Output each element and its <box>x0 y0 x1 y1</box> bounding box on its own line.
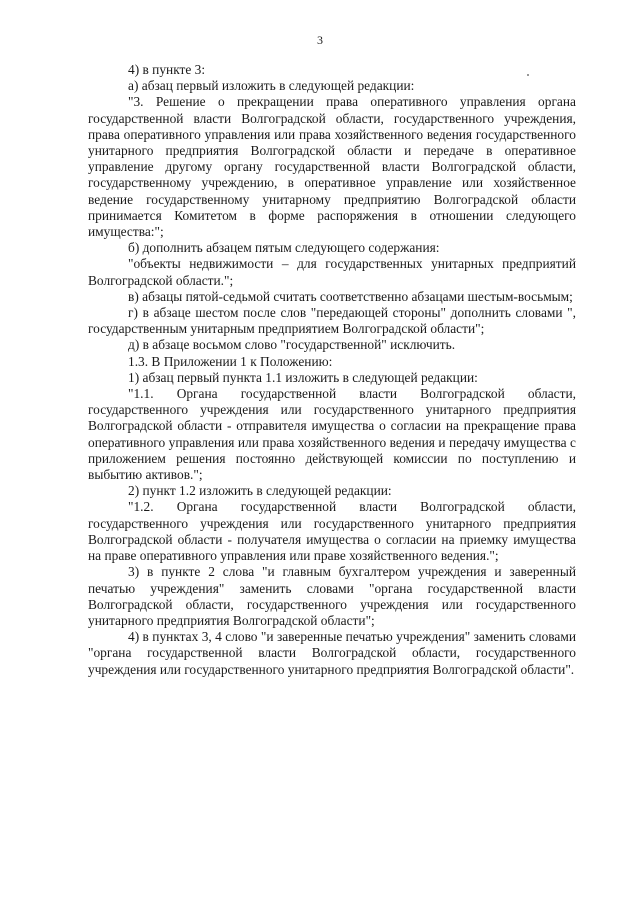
paragraph: 4) в пункте 3: <box>128 62 206 77</box>
paragraph: "объекты недвижимости – для государственных унитарных предприятий Волгоградской области."; <box>88 256 576 288</box>
paragraph: а) абзац первый изложить в следующей редакции: <box>128 78 415 94</box>
paragraph: б) дополнить абзацем пятым следующего содержания: <box>128 240 440 256</box>
paragraph: "3. Решение о прекращении права оперативного управления органа государственной власти Волгоградской области, государственного учреждения, права оперативного управления или права хозяйственного ведения государственного унитарного предприятия Волгоградской области и передаче в оперативное управление другому органу государственной власти Волгоградской области, государственному учреждению, в оперативное управление или хозяйственное ведение государственному унитарному предприятию Волгоградской области принимается Комитетом в форме распоряжения в отношении следующего имущества:"; <box>88 94 576 240</box>
paragraph: г) в абзаце шестом после слов "передающей стороны" дополнить словами ", государственным унитарным предприятием Волгоградской области"; <box>88 305 576 337</box>
paragraph: 1.3. В Приложении 1 к Положению: <box>128 353 333 369</box>
paragraph: "1.1. Органа государственной власти Волгоградской области, государственного учреждения или государственного унитарного предприятия Волгоградской области - отправителя имущества о согласии на прекращение права оперативного управления или права хозяйственного ведения и передачу имущества с приложением решения постоянно действующей комиссии по поступлению и выбытию активов."; <box>88 386 576 483</box>
paragraph: 2) пункт 1.2 изложить в следующей редакции: <box>128 483 392 499</box>
document-body <box>88 62 576 678</box>
paragraph: в) абзацы пятой-седьмой считать соответственно абзацами шестым-восьмым; <box>128 288 573 304</box>
paragraph: 4) в пунктах 3, 4 слово "и заверенные печатью учреждения" заменить словами "органа государственной власти Волгоградской области, государственного учреждения или государственного унитарного предприятия Волгоградской области". <box>88 629 576 677</box>
paragraph: д) в абзаце восьмом слово "государственной" исключить. <box>128 337 456 353</box>
paragraph: 1) абзац первый пункта 1.1 изложить в следующей редакции: <box>128 369 478 385</box>
paragraph: 3) в пункте 2 слова "и главным бухгалтером учреждения и заверенный печатью учреждения" заменить словами "органа государственной власти Волгоградской области, государственного учреждения или государственного унитарного предприятия Волгоградской области"; <box>88 564 576 628</box>
page-number: 3 <box>317 33 323 47</box>
paragraph: "1.2. Органа государственной власти Волгоградской области, государственного учреждения или государственного унитарного предприятия Волгоградской области - получателя имущества о согласии на приемку имущества на праве оперативного управления или праве хозяйственного ведения."; <box>88 499 576 564</box>
